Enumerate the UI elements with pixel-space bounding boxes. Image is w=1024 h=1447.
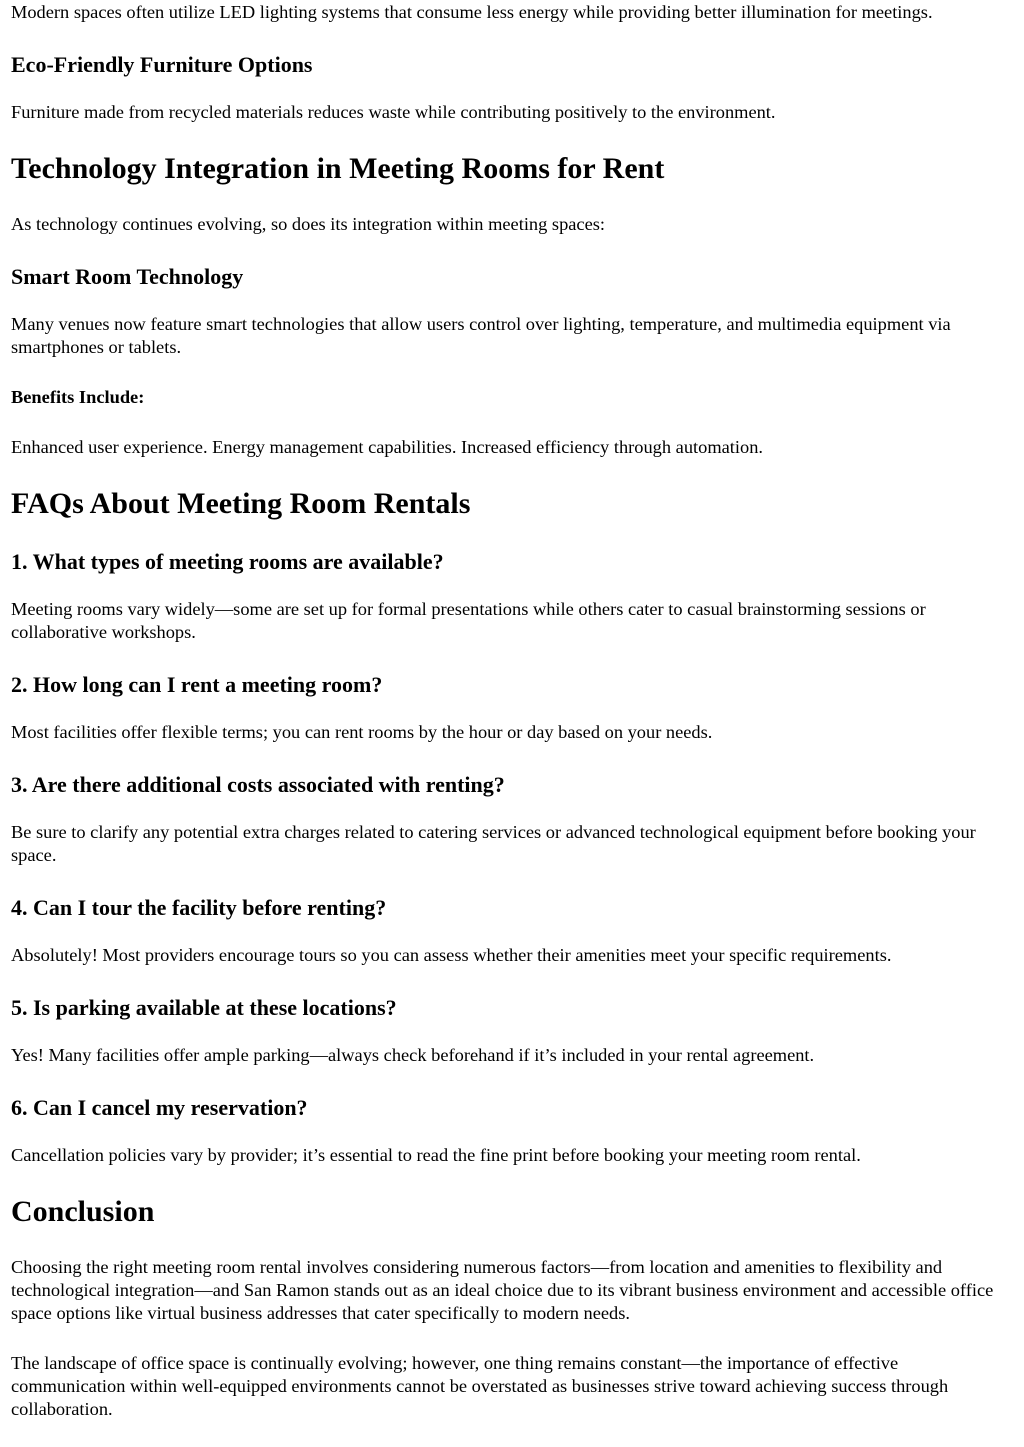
conclusion-paragraph-1: Choosing the right meeting room rental involves considering numerous factors—from location and amenities to flexibility and technological integration—and San Ramon stands out as an ideal choice due to its vibrant business environment and accessible office space options like virtual business addresses that cater specifically to modern needs. bbox=[11, 1257, 994, 1323]
conclusion-paragraph-2: The landscape of office space is continually evolving; however, one thing remains constant—the importance of effective communication within well-equipped environments cannot be overstated as businesses strive toward achieving success through collaboration. bbox=[11, 1353, 949, 1419]
faq-answer: Absolutely! Most providers encourage tours so you can assess whether their amenities meet your specific requirements. bbox=[11, 945, 892, 965]
benefits-heading: Benefits Include: bbox=[11, 387, 145, 407]
faq-answer: Yes! Many facilities offer ample parking—always check beforehand if it’s included in your rental agreement. bbox=[11, 1045, 815, 1065]
lighting-paragraph: Modern spaces often utilize LED lighting systems that consume less energy while providing better illumination for meetings. bbox=[11, 2, 933, 22]
faq-question: 6. Can I cancel my reservation? bbox=[11, 1095, 308, 1120]
faq-answer: Be sure to clarify any potential extra charges related to catering services or advanced technological equipment before booking your space. bbox=[11, 822, 976, 865]
technology-intro-paragraph: As technology continues evolving, so does its integration within meeting spaces: bbox=[11, 214, 606, 234]
conclusion-heading: Conclusion bbox=[11, 1195, 155, 1228]
smart-room-heading: Smart Room Technology bbox=[11, 264, 244, 289]
technology-heading: Technology Integration in Meeting Rooms for Rent bbox=[11, 152, 665, 185]
furniture-heading: Eco-Friendly Furniture Options bbox=[11, 52, 313, 77]
faq-question: 3. Are there additional costs associated with renting? bbox=[11, 772, 505, 797]
furniture-paragraph: Furniture made from recycled materials reduces waste while contributing positively to the environment. bbox=[11, 102, 776, 122]
faq-question: 5. Is parking available at these locations? bbox=[11, 995, 397, 1020]
faq-answer: Meeting rooms vary widely—some are set up for formal presentations while others cater to casual brainstorming sessions or collaborative workshops. bbox=[11, 599, 926, 642]
faq-answer: Cancellation policies vary by provider; it’s essential to read the fine print before booking your meeting room rental. bbox=[11, 1145, 861, 1165]
faq-answer: Most facilities offer flexible terms; you can rent rooms by the hour or day based on your needs. bbox=[11, 722, 713, 742]
faq-question: 2. How long can I rent a meeting room? bbox=[11, 672, 383, 697]
smart-room-paragraph: Many venues now feature smart technologies that allow users control over lighting, temperature, and multimedia equipment via smartphones or tablets. bbox=[11, 314, 951, 357]
benefits-paragraph: Enhanced user experience. Energy management capabilities. Increased efficiency through automation. bbox=[11, 437, 763, 457]
faqs-heading: FAQs About Meeting Room Rentals bbox=[11, 487, 471, 520]
article-body bbox=[0, 1, 1024, 1421]
faq-question: 4. Can I tour the facility before renting? bbox=[11, 895, 387, 920]
faq-question: 1. What types of meeting rooms are available? bbox=[11, 549, 444, 574]
